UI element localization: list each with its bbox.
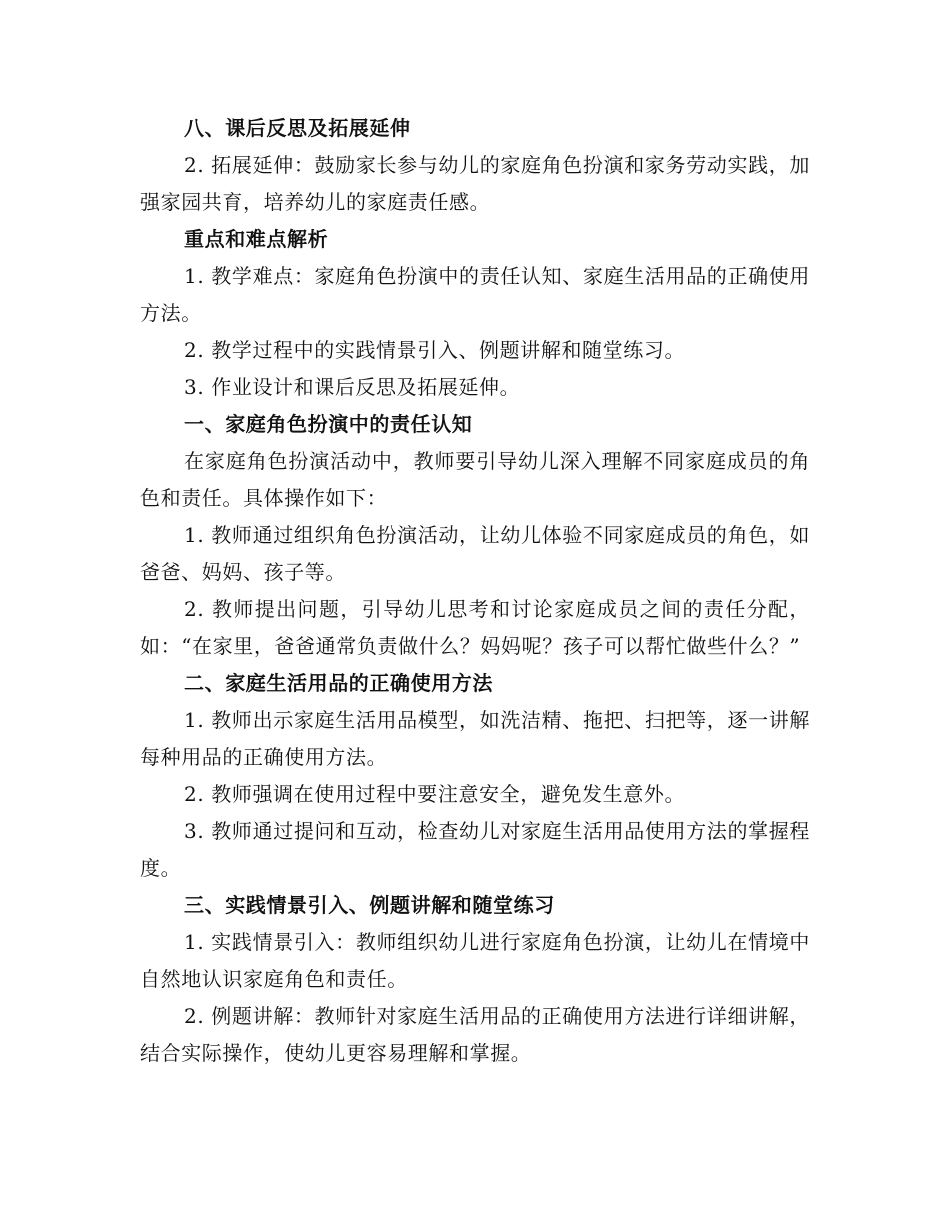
paragraph-items-1: 1. 教师出示家庭生活用品模型，如洗洁精、拖把、扫把等，逐一讲解每种用品的正确使用方法。 (140, 708, 810, 769)
paragraph-role-play-1: 1. 教师通过组织角色扮演活动，让幼儿体验不同家庭成员的角色，如爸爸、妈妈、孩子等。 (140, 523, 810, 584)
paragraph-extension: 2. 拓展延伸：鼓励家长参与幼儿的家庭角色扮演和家务劳动实践，加强家园共育，培养幼儿的家庭责任感。 (140, 153, 810, 214)
section-heading-role-play: 一、家庭角色扮演中的责任认知 (184, 412, 473, 436)
paragraph-difficulty: 1. 教学难点：家庭角色扮演中的责任认知、家庭生活用品的正确使用方法。 (140, 264, 810, 325)
document-body (140, 110, 810, 1072)
paragraph-homework: 3. 作业设计和课后反思及拓展延伸。 (184, 375, 521, 399)
paragraph-practice-2: 2. 例题讲解：教师针对家庭生活用品的正确使用方法进行详细讲解，结合实际操作，使幼儿更容易理解和掌握。 (140, 1004, 810, 1065)
paragraph-items-3: 3. 教师通过提问和互动，检查幼儿对家庭生活用品使用方法的掌握程度。 (140, 819, 810, 880)
paragraph-process: 2. 教学过程中的实践情景引入、例题讲解和随堂练习。 (184, 338, 686, 362)
paragraph-role-play-intro: 在家庭角色扮演活动中，教师要引导幼儿深入理解不同家庭成员的角色和责任。具体操作如下： (140, 449, 810, 510)
section-heading-key-points: 重点和难点解析 (184, 227, 329, 251)
paragraph-practice-1: 1. 实践情景引入：教师组织幼儿进行家庭角色扮演，让幼儿在情境中自然地认识家庭角色和责任。 (140, 930, 810, 991)
section-heading-practice: 三、实践情景引入、例题讲解和随堂练习 (184, 893, 555, 917)
section-heading-household-items: 二、家庭生活用品的正确使用方法 (184, 671, 493, 695)
paragraph-items-2: 2. 教师强调在使用过程中要注意安全，避免发生意外。 (184, 782, 686, 806)
paragraph-role-play-2: 2. 教师提出问题，引导幼儿思考和讨论家庭成员之间的责任分配，如：“在家里，爸爸通常负责做什么？妈妈呢？孩子可以帮忙做些什么？” (140, 597, 810, 658)
section-heading-reflection: 八、课后反思及拓展延伸 (184, 116, 411, 140)
